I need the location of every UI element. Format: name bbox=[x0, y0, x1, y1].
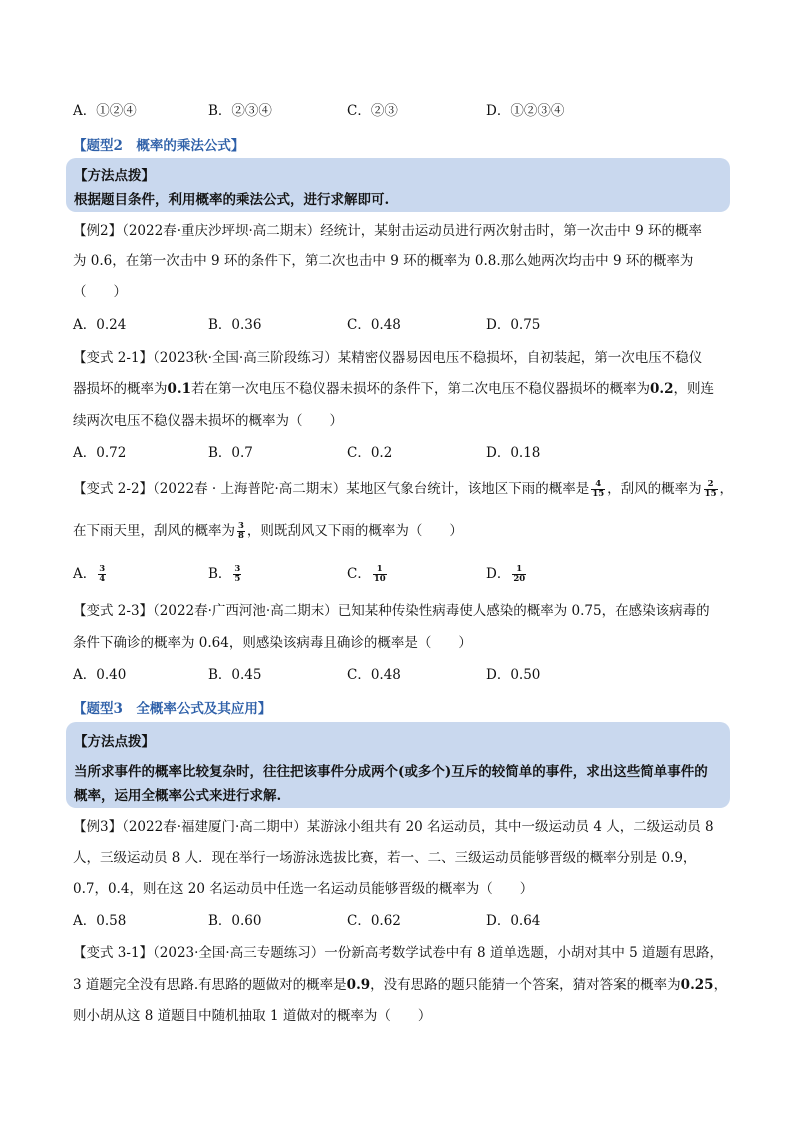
option-d: D．①②③④ bbox=[486, 103, 565, 119]
fraction bbox=[704, 480, 718, 499]
option-a: A．0.58 bbox=[73, 913, 127, 929]
example-2-line-2: 为 0.6，在第一次击中 9 环的条件下，第二次也击中 9 环的概率为 0.8.那么她两次均击中 9 环的概率为 bbox=[73, 253, 694, 269]
text: 器损坏的概率为 bbox=[73, 381, 168, 397]
example-3-line-1: 【例3】（2022春·福建厦门·高二期中）某游泳小组共有 20 名运动员，其中一级运动员 4 人，二级运动员 8 bbox=[73, 819, 714, 835]
option-b: B．0.45 bbox=[208, 667, 262, 683]
option-b: B．0.60 bbox=[208, 913, 262, 929]
fraction bbox=[373, 565, 387, 584]
option-b: B．②③④ bbox=[208, 103, 272, 119]
numerator: 2 bbox=[704, 480, 718, 490]
option-c: C．0.62 bbox=[347, 913, 401, 929]
option-a: A．0.40 bbox=[73, 667, 127, 683]
variant-3-1-line-2 bbox=[73, 976, 727, 994]
example-3-line-3: 0.7，0.4，则在这 20 名运动员中任选一名运动员能够晋级的概率为（ ） bbox=[73, 881, 534, 897]
option-label: A． bbox=[73, 566, 97, 582]
denominator: 15 bbox=[704, 489, 717, 499]
method-title: 【方法点拨】 bbox=[74, 734, 155, 750]
text: 3 道题完全没有思路.有思路的题做对的概率是 bbox=[73, 977, 347, 993]
option-a bbox=[73, 565, 108, 584]
text: 若在第一次电压不稳仪器未损坏的条件下，第二次电压不稳仪器损坏的概率为 bbox=[191, 381, 650, 397]
variant-2-1-line-2 bbox=[73, 380, 714, 398]
numerator: 4 bbox=[591, 480, 605, 490]
option-a: A．①②④ bbox=[73, 103, 137, 119]
option-c: C．0.2 bbox=[347, 445, 393, 461]
value: 0.2 bbox=[650, 381, 674, 397]
value: 0.9 bbox=[346, 977, 371, 993]
numerator: 3 bbox=[99, 564, 106, 574]
variant-2-1-line-1: 【变式 2-1】（2023秋·全国·高三阶段练习）某精密仪器易因电压不稳损坏，自初装起，第一次电压不稳仪 bbox=[73, 350, 703, 366]
method-box-3 bbox=[66, 722, 730, 808]
denominator: 8 bbox=[238, 531, 244, 541]
denominator: 4 bbox=[99, 574, 106, 584]
example-2-line-1: 【例2】（2022春·重庆沙坪坝·高二期末）经统计，某射击运动员进行两次射击时，第一次击中 9 环的概率 bbox=[73, 223, 702, 239]
section-heading-3: 【题型3 全概率公式及其应用】 bbox=[73, 701, 272, 717]
text: ，则既刮风又下雨的概率为（ ） bbox=[246, 523, 463, 539]
variant-3-1-line-1: 【变式 3-1】（2023·全国·高三专题练习）一份新高考数学试卷中有 8 道单选题，小胡对其中 5 道题有思路， bbox=[73, 945, 724, 961]
option-d bbox=[486, 565, 528, 584]
example-3-line-2: 人，三级运动员 8 人．现在举行一场游泳选拔比赛，若一、二、三级运动员能够晋级的概率分别是 0.9， bbox=[73, 850, 697, 866]
text: ，则连 bbox=[673, 381, 714, 397]
numerator: 3 bbox=[234, 564, 241, 574]
denominator: 10 bbox=[373, 574, 386, 584]
text: ， bbox=[719, 481, 733, 497]
fraction bbox=[237, 522, 245, 541]
text: 【变式 2-2】（2022春 · 上海普陀·高二期末）某地区气象台统计，该地区下雨的概率是 bbox=[73, 481, 590, 497]
option-label: C． bbox=[347, 566, 371, 582]
numerator: 1 bbox=[373, 565, 387, 575]
text: ， bbox=[713, 977, 728, 993]
option-c: C．②③ bbox=[347, 103, 398, 119]
method-text-line-1: 当所求事件的概率比较复杂时，往往把该事件分成两个(或多个)互斥的较简单的事件，求出这些简单事件的 bbox=[74, 764, 708, 780]
option-d: D．0.18 bbox=[486, 445, 541, 461]
method-text-line-2: 概率，运用全概率公式来进行求解. bbox=[74, 788, 282, 804]
variant-3-1-line-3: 则小胡从这 8 道题目中随机抽取 1 道做对的概率为（ ） bbox=[73, 1008, 432, 1024]
section-heading-2: 【题型2 概率的乘法公式】 bbox=[73, 138, 245, 154]
option-c bbox=[347, 565, 389, 584]
denominator: 5 bbox=[234, 574, 241, 584]
fraction bbox=[591, 480, 605, 499]
option-d: D．0.75 bbox=[486, 317, 541, 333]
option-a: A．0.24 bbox=[73, 317, 127, 333]
option-c: C．0.48 bbox=[347, 667, 401, 683]
fraction bbox=[512, 565, 526, 584]
option-c: C．0.48 bbox=[347, 317, 401, 333]
variant-2-2-line-1 bbox=[73, 480, 733, 499]
option-label: B． bbox=[208, 566, 232, 582]
method-title: 【方法点拨】 bbox=[74, 168, 155, 184]
numerator: 3 bbox=[238, 521, 244, 531]
option-b: B．0.7 bbox=[208, 445, 253, 461]
denominator: 15 bbox=[592, 489, 605, 499]
option-d: D．0.64 bbox=[486, 913, 541, 929]
option-b bbox=[208, 565, 243, 584]
method-text: 根据题目条件，利用概率的乘法公式，进行求解即可. bbox=[74, 192, 390, 208]
denominator: 20 bbox=[513, 574, 526, 584]
option-d: D．0.50 bbox=[486, 667, 541, 683]
variant-2-3-line-2: 条件下确诊的概率为 0.64，则感染该病毒且确诊的概率是（ ） bbox=[73, 635, 472, 651]
fraction bbox=[233, 565, 241, 584]
fraction bbox=[98, 565, 106, 584]
text: ，刮风的概率为 bbox=[607, 481, 702, 497]
numerator: 1 bbox=[512, 565, 526, 575]
option-b: B．0.36 bbox=[208, 317, 262, 333]
method-box-2 bbox=[66, 158, 730, 212]
value: 0.1 bbox=[167, 381, 191, 397]
text: ，没有思路的题只能猜一个答案，猜对答案的概率为 bbox=[370, 977, 681, 993]
variant-2-3-line-1: 【变式 2-3】（2022春·广西河池·高二期末）已知某种传染性病毒使人感染的概率为 0.75，在感染该病毒的 bbox=[73, 603, 710, 619]
text: 在下雨天里，刮风的概率为 bbox=[73, 523, 235, 539]
value: 0.25 bbox=[680, 977, 714, 993]
option-label: D． bbox=[486, 566, 511, 582]
variant-2-1-line-3: 续两次电压不稳仪器未损坏的概率为（ ） bbox=[73, 413, 343, 429]
option-a: A．0.72 bbox=[73, 445, 127, 461]
example-2-line-3: （ ） bbox=[73, 284, 127, 300]
variant-2-2-line-2 bbox=[73, 522, 463, 541]
